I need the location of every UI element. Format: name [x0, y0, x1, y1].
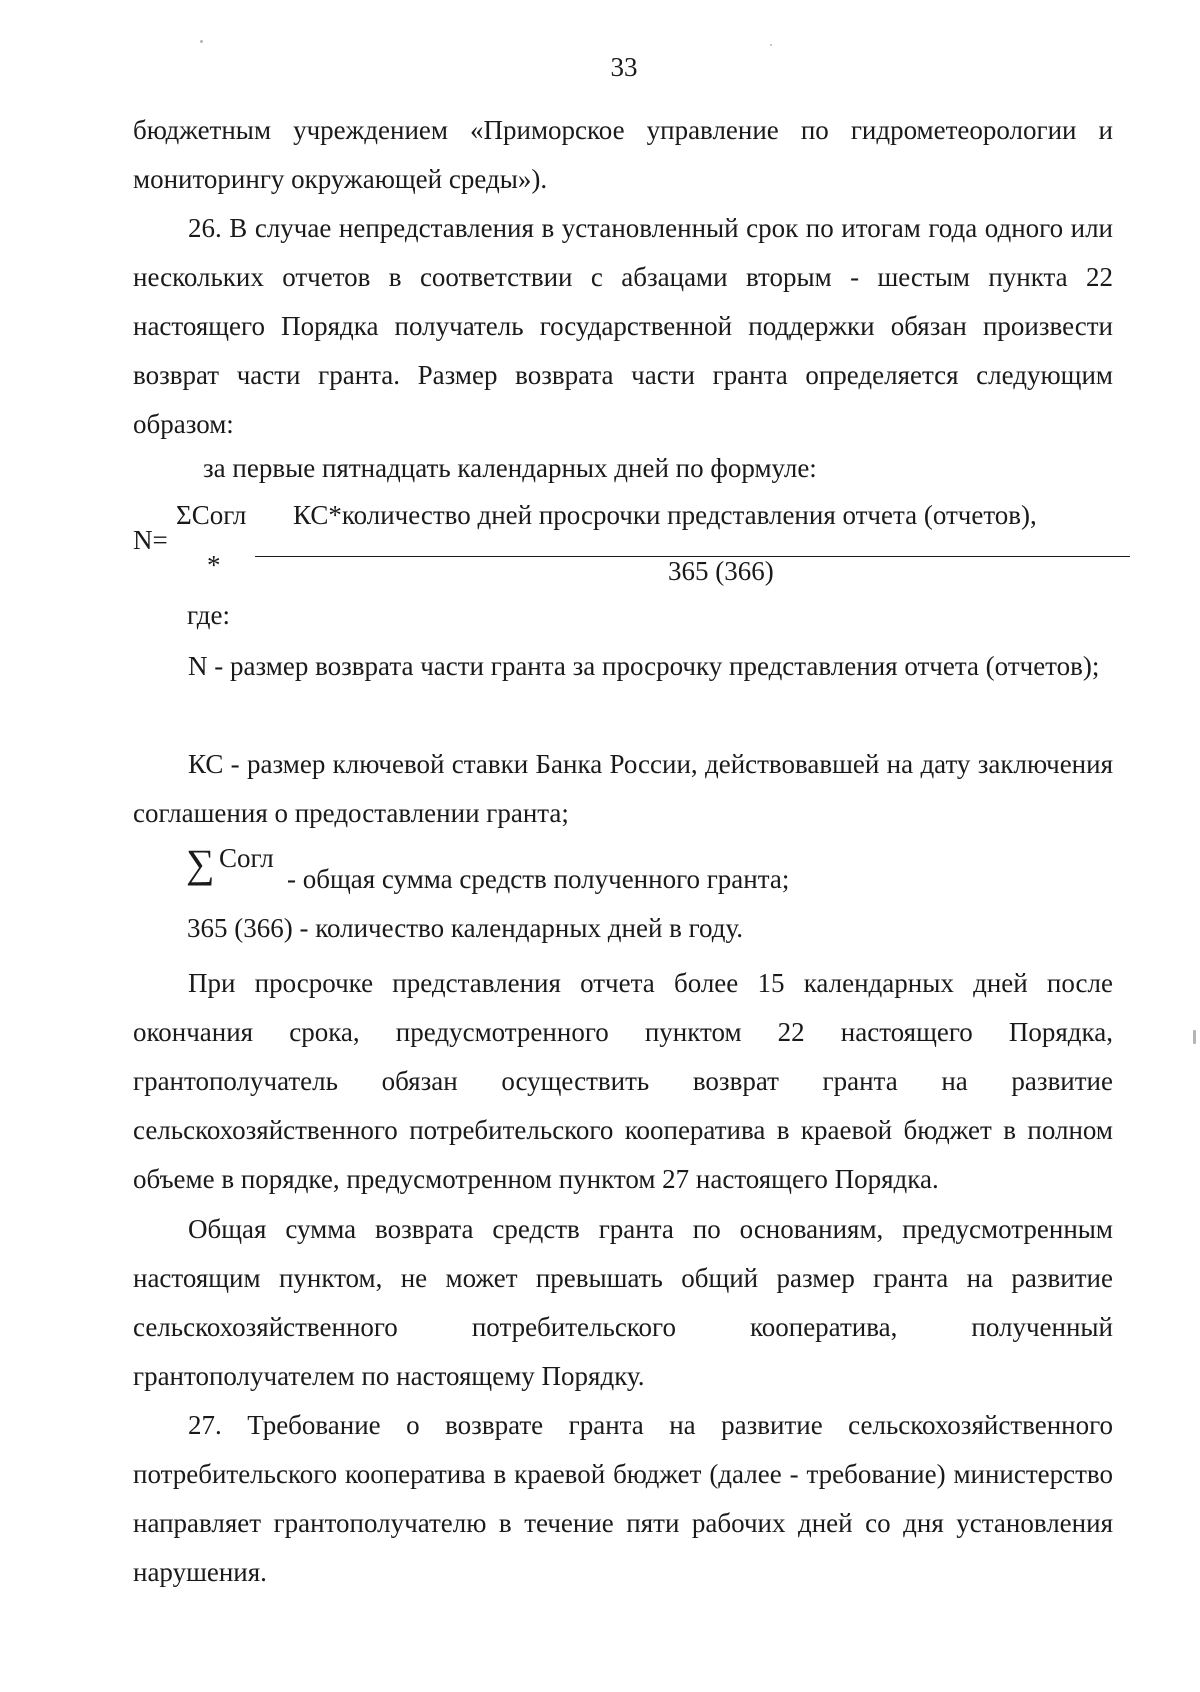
- paragraph-total-return: Общая сумма возврата средств гранта по основаниям, предусмотренным настоящим пунктом, не может превышать общий размер гранта на развитие сельскохозяйственного потребительского кооператива, полученный грантополучателем по настоящему Порядку.: [133, 1214, 1113, 1391]
- paragraph-26: 26. В случае непредставления в установленный срок по итогам года одного или нескольких отчетов в соответствии с абзацами вторым - шестым пункта 22 настоящего Порядка получатель государственной поддержки обязан произвести возврат части гранта. Размер возврата части гранта определяется следующим образом:: [133, 213, 1113, 439]
- paragraph-27: 27. Требование о возврате гранта на развитие сельскохозяйственного потребительского кооператива в краевой бюджет (далее - требование) министерство направляет грантополучателю в течение пяти рабочих дней со дня установления нарушения.: [133, 1410, 1113, 1587]
- formula-star: *: [207, 550, 221, 580]
- formula-numerator: КС*количество дней просрочки представления отчета (отчетов),: [293, 500, 1037, 530]
- definition-sum-text: - общая сумма средств полученного гранта;: [287, 864, 790, 894]
- scan-speck: [200, 40, 203, 43]
- page-number: 33: [610, 52, 638, 82]
- sigma-symbol: ∑: [186, 841, 215, 886]
- definition-ks: КС - размер ключевой ставки Банка России, действовавшей на дату заключения соглашения о предоставлении гранта;: [133, 749, 1113, 828]
- formula-lhs: N=: [133, 525, 168, 555]
- formula-intro: за первые пятнадцать календарных дней по формуле:: [203, 453, 817, 483]
- formula-denominator: 365 (366): [668, 556, 774, 586]
- paragraph-overdue: При просрочке представления отчета более 15 календарных дней после окончания срока, предусмотренного пунктом 22 настоящего Порядка, грантополучатель обязан осуществить возврат гранта на развитие сельскохозяйственного потребительского кооператива в краевой бюджет в полном объеме в порядке, предусмотренном пунктом 27 настоящего Порядка.: [133, 968, 1113, 1194]
- scan-speck: [1193, 1030, 1196, 1044]
- scan-speck: [770, 44, 772, 46]
- formula-sum-symbol: ΣСогл: [176, 500, 247, 530]
- paragraph-continuation: бюджетным учреждением «Приморское управление по гидрометеорологии и мониторингу окружающей среды»).: [133, 115, 1113, 194]
- definition-n: N - размер возврата части гранта за просрочку представления отчета (отчетов);: [188, 651, 1100, 681]
- where-label: где:: [187, 600, 230, 630]
- definition-days: 365 (366) - количество календарных дней в году.: [187, 913, 744, 943]
- sigma-label: Согл: [219, 843, 274, 873]
